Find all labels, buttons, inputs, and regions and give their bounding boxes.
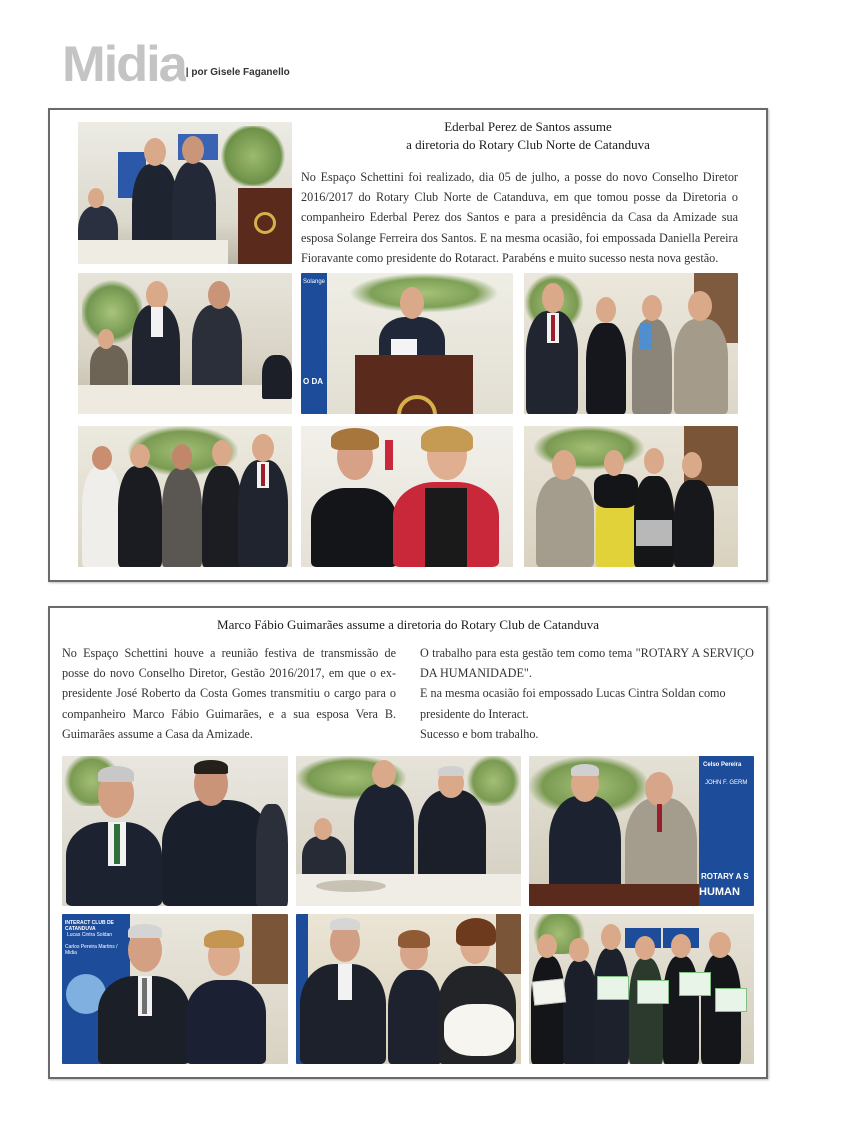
photo-two-couples <box>524 273 738 414</box>
photo-two-women <box>301 426 513 567</box>
article-rotary-norte <box>48 108 768 582</box>
article2-body-right <box>420 643 754 744</box>
banner-text: Solange <box>303 279 326 285</box>
banner-text: Carlos Pereira Martins / Midia <box>65 944 118 956</box>
magazine-logo: Midia <box>62 42 186 82</box>
banner-text: INTERACT CLUB DE CATANDUVA <box>65 920 114 932</box>
article2-title: Marco Fábio Guimarães assume a diretoria do Rotary Club de Catanduva <box>217 617 599 632</box>
byline: | por Gisele Faganello <box>185 67 290 78</box>
photo-couple-interact <box>62 914 288 1064</box>
photo-handshake-banner <box>529 756 754 906</box>
photo-pin-ceremony <box>78 122 292 264</box>
article1-title-line1: Ederbal Perez de Santos assume <box>444 119 612 134</box>
photo-man-with-young-women <box>524 426 738 567</box>
article2-closing: Sucesso e bom trabalho. <box>420 726 539 741</box>
article1-title <box>298 118 758 154</box>
photo-youth-certificates <box>529 914 754 1064</box>
banner-text: ROTARY A S <box>701 872 749 881</box>
article2-interact: E na mesma ocasião foi empossado Lucas Cintra Soldan como presidente do Interact. <box>420 686 726 721</box>
banner-text: Celso Pereira <box>703 762 742 768</box>
article-rotary-catanduva <box>48 606 768 1079</box>
photo-pin-exchange <box>62 756 288 906</box>
article2-theme: O trabalho para esta gestão tem como tema "ROTARY A SERVIÇO DA HUMANIDADE". <box>420 646 754 681</box>
article1-title-line2: a diretoria do Rotary Club Norte de Catanduva <box>406 137 650 152</box>
banner-text: HUMAN <box>699 886 740 898</box>
photo-men-standing <box>78 273 292 414</box>
banner-text: Lucas Cintra Soldan <box>67 932 113 938</box>
article1-body: No Espaço Schettini foi realizado, dia 05 de julho, a posse do novo Conselho Diretor 2016/2017 do Rotary Club Norte de Catanduva, em que tomou posse da Diretoria o companheiro Ederbal Perez dos Santos e para a presidência da Casa da Amizade sua esposa Solange Ferreira dos Santos. E na mesma ocasião, foi empossada Daniella Pereira Fioravante como presidente do Rotaract. Parabéns e muito sucesso nesta nova gestão. <box>301 170 738 265</box>
photo-banquet-men <box>296 756 521 906</box>
banner-text: JOHN F. GERM <box>705 780 748 786</box>
photo-family-flowers <box>296 914 521 1064</box>
photo-speaker-podium <box>301 273 513 414</box>
photo-group-five <box>78 426 292 567</box>
page-header <box>62 38 290 82</box>
article2-body-left: No Espaço Schettini houve a reunião festiva de transmissão de posse do novo Conselho Diretor, Gestão 2016/2017, em que o ex-presidente José Roberto da Costa Gomes transmitiu o cargo para o companheiro Marco Fábio Guimarães, e a sua esposa Vera B. Guimarães assume a Casa da Amizade. <box>62 646 396 741</box>
banner-text: O DA <box>303 377 323 386</box>
